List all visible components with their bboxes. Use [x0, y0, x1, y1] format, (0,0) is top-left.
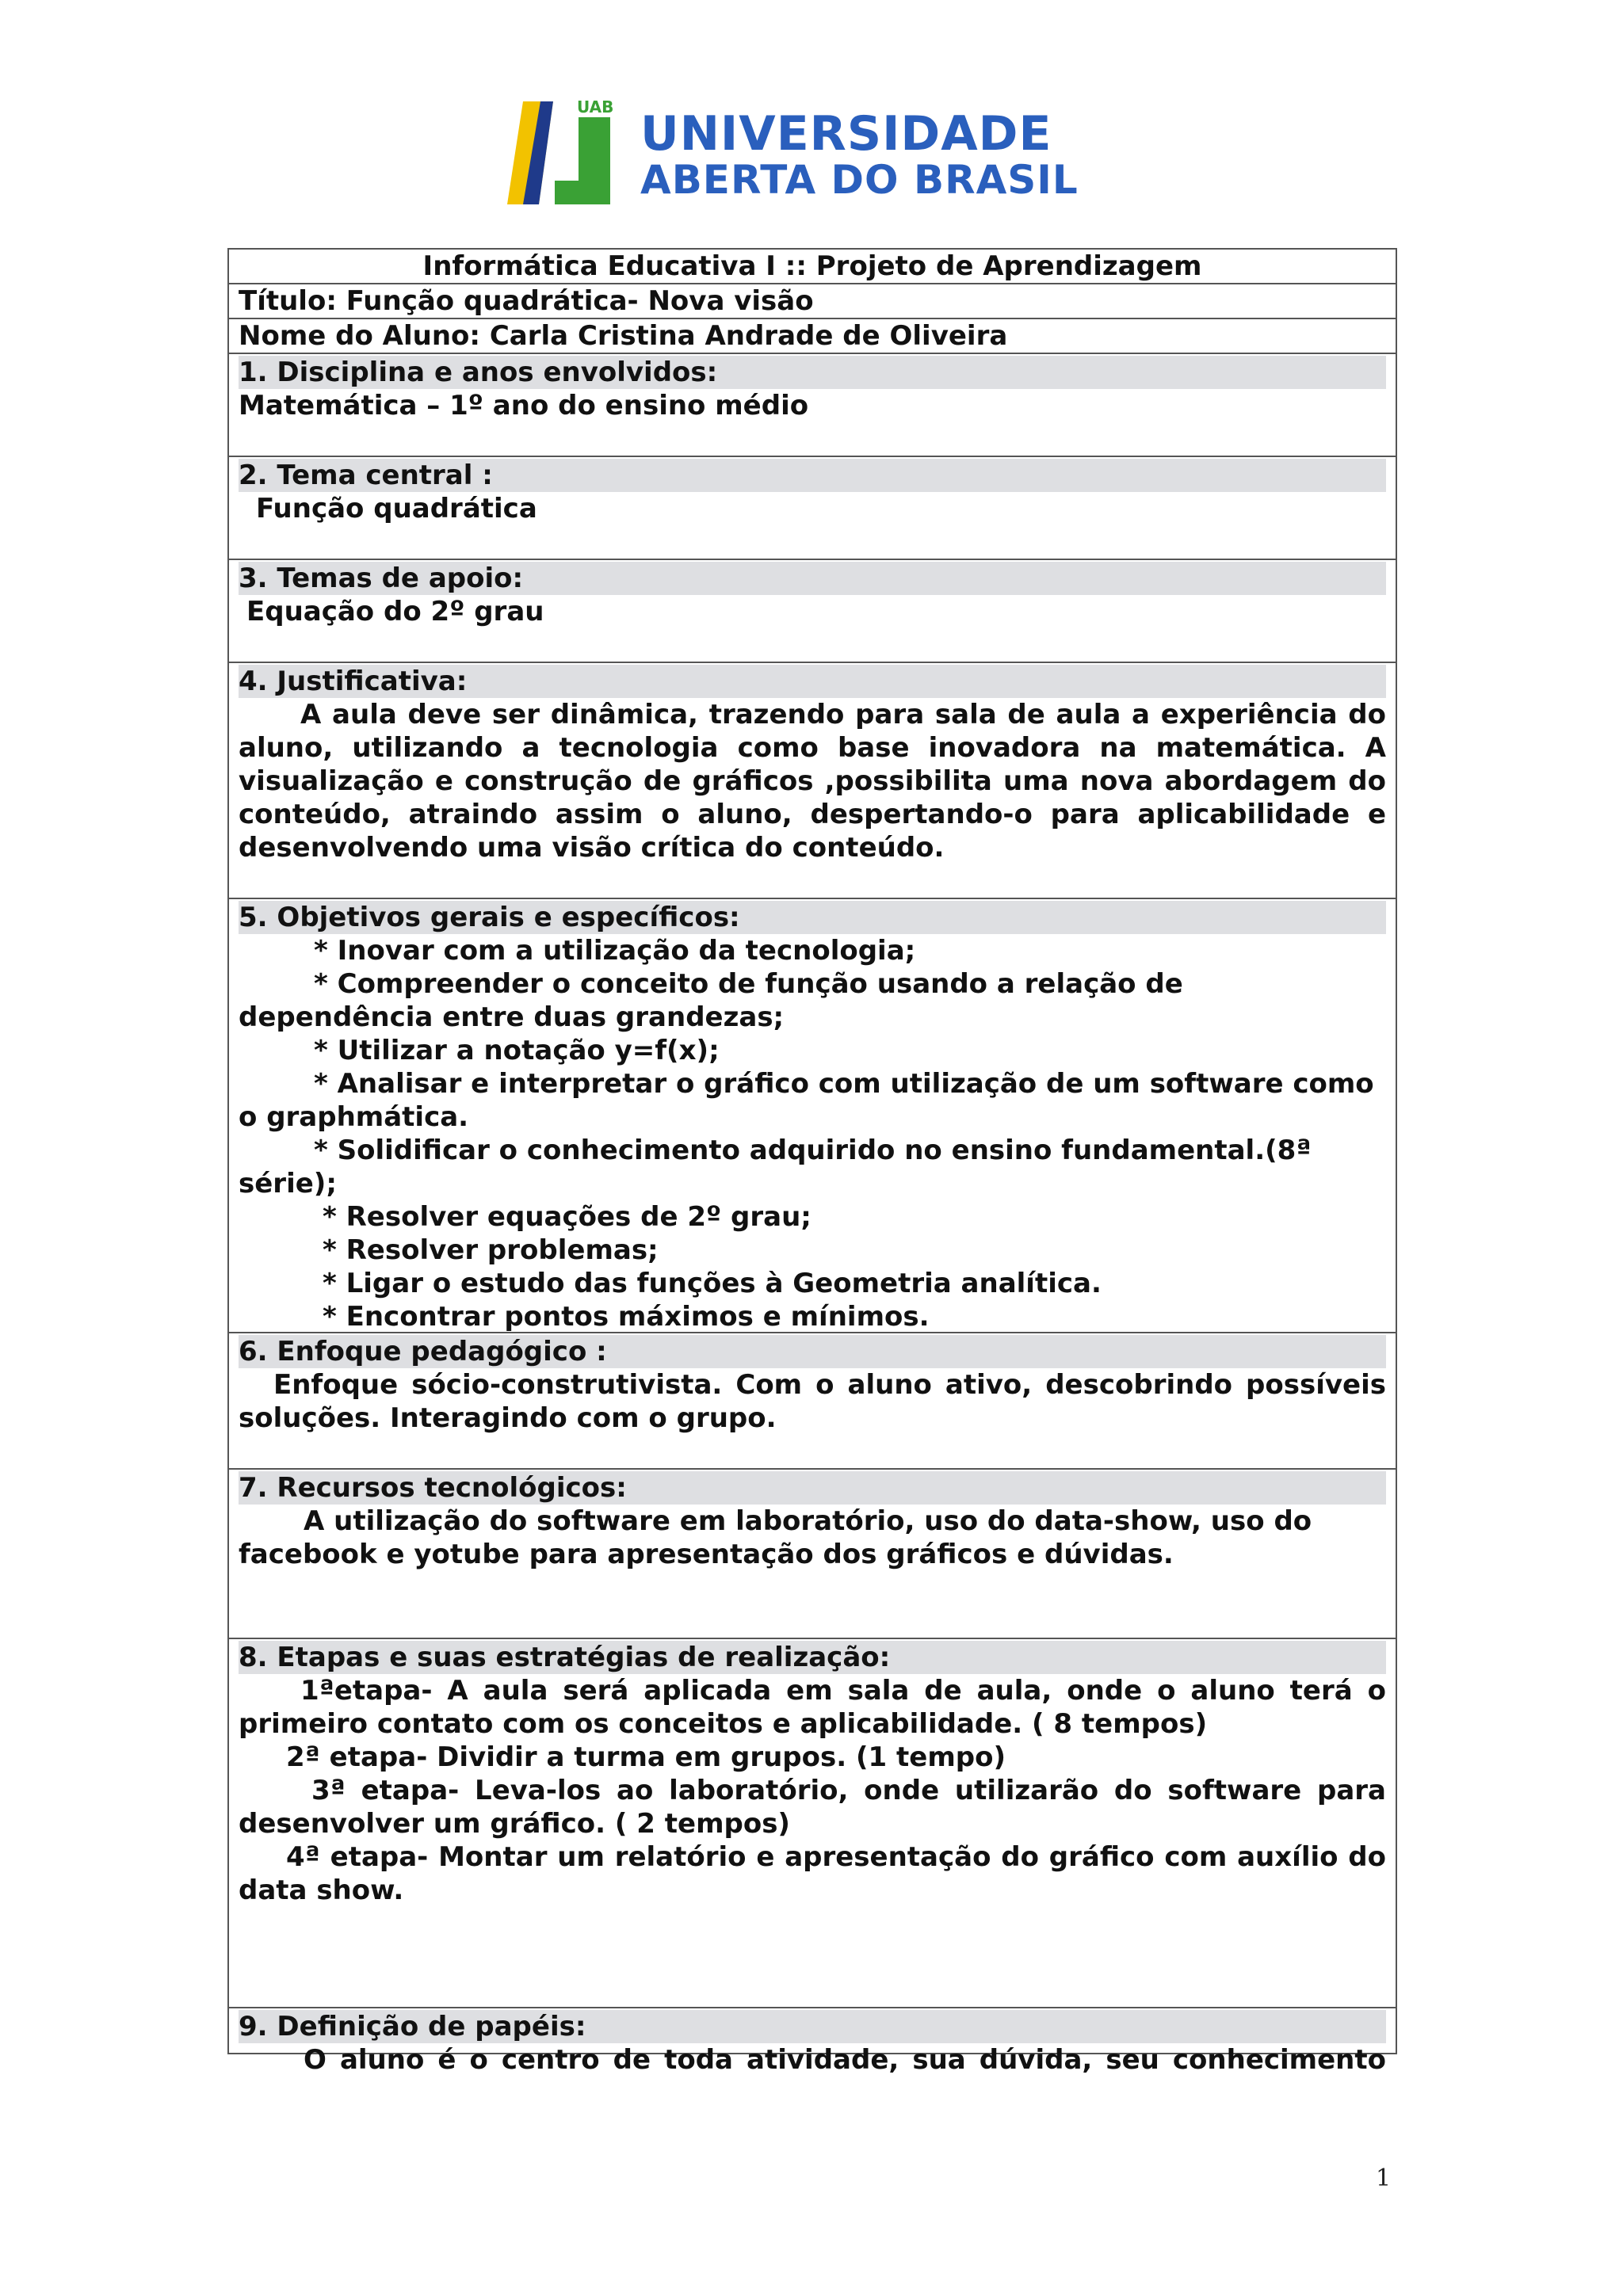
uab-badge: UAB [577, 97, 614, 116]
student-name: Nome do Aluno: Carla Cristina Andrade de Oliveira [229, 319, 1396, 354]
section-text: Enfoque sócio-construtivista. Com o aluno ativo, descobrindo possíveis soluções. Interagindo com o grupo. [239, 1369, 1386, 1434]
objective-item: dependência entre duas grandezas; [239, 1001, 785, 1033]
section-papeis [229, 2010, 1396, 2075]
section-heading: 2. Tema central : [239, 459, 1386, 492]
section-enfoque [229, 1335, 1396, 1470]
section-heading: 8. Etapas e suas estratégias de realização: [239, 1641, 1386, 1674]
section-objetivos [229, 901, 1396, 1333]
stage-item: 3ª etapa- Leva-los ao laboratório, onde utilizarão do software para desenvolver um gráfico. ( 2 tempos) [239, 1775, 1386, 1840]
objective-item: série); [239, 1168, 337, 1199]
section-heading: 7. Recursos tecnológicos: [239, 1471, 1386, 1505]
objective-item: * Compreender o conceito de função usando a relação de [314, 968, 1183, 1000]
section-recursos [229, 1471, 1396, 1639]
objective-item: * Encontrar pontos máximos e mínimos. [323, 1301, 930, 1333]
section-text: A utilização do software em laboratório, uso do data-show, uso do facebook e yotube para apresentação dos gráficos e dúvidas. [239, 1505, 1312, 1570]
objective-item: * Inovar com a utilização da tecnologia; [314, 935, 916, 967]
section-etapas [229, 1641, 1396, 2008]
section-disciplina [229, 356, 1396, 457]
project-title: Título: Função quadrática- Nova visão [229, 284, 1396, 319]
logo-text [640, 106, 1079, 203]
uab-logo [491, 93, 1094, 212]
section-heading: 5. Objetivos gerais e específicos: [239, 901, 1386, 934]
objective-item: * Resolver problemas; [323, 1234, 659, 1266]
section-text: A aula deve ser dinâmica, trazendo para sala de aula a experiência do aluno, utilizando a tecnologia como base inovadora na matemática. A visualização e construção de gráficos ,possibilita uma nova abordagem do conteúdo, atraindo assim o aluno, despertando-o para aplicabilidade e desenvolvendo uma visão crítica do conteúdo. [239, 699, 1386, 864]
section-heading: 6. Enfoque pedagógico : [239, 1335, 1386, 1368]
logo-line1: UNIVERSIDADE [640, 106, 1052, 162]
stage-item: 4ª etapa- Montar um relatório e apresentação do gráfico com auxílio do data show. [239, 1841, 1386, 1906]
uab-logo-mark [491, 93, 642, 212]
section-tema-central [229, 459, 1396, 560]
document-title: Informática Educativa I :: Projeto de Aprendizagem [229, 250, 1396, 284]
section-text: Equação do 2º grau [246, 596, 544, 627]
logo-line2: ABERTA DO BRASIL [640, 157, 1079, 203]
objective-item: o graphmática. [239, 1101, 469, 1133]
objective-item: * Ligar o estudo das funções à Geometria analítica. [323, 1268, 1102, 1299]
section-text: O aluno é o centro de toda atividade, sua dúvida, seu conhecimento [304, 2044, 1386, 2076]
section-justificativa [229, 665, 1396, 899]
stage-item: 1ªetapa- A aula será aplicada em sala de aula, onde o aluno terá o primeiro contato com os conceitos e aplicabilidade. ( 8 tempos) [239, 1675, 1386, 1740]
section-temas-apoio [229, 562, 1396, 663]
project-table [227, 248, 1397, 2076]
stage-item: 2ª etapa- Dividir a turma em grupos. (1 tempo) [286, 1741, 1006, 1773]
section-heading: 4. Justificativa: [239, 665, 1386, 698]
section-text: Função quadrática [256, 493, 537, 524]
section-heading: 3. Temas de apoio: [239, 562, 1386, 595]
page-number: 1 [1376, 2164, 1392, 2192]
objective-item: * Utilizar a notação y=f(x); [314, 1035, 720, 1066]
objective-item: * Resolver equações de 2º grau; [323, 1201, 812, 1233]
section-text: Matemática – 1º ano do ensino médio [239, 390, 809, 421]
objective-item: * Analisar e interpretar o gráfico com utilização de um software como [314, 1068, 1374, 1100]
objective-item: * Solidificar o conhecimento adquirido no ensino fundamental.(8ª [314, 1135, 1312, 1166]
section-heading: 9. Definição de papéis: [239, 2010, 1386, 2043]
section-heading: 1. Disciplina e anos envolvidos: [239, 356, 1386, 389]
